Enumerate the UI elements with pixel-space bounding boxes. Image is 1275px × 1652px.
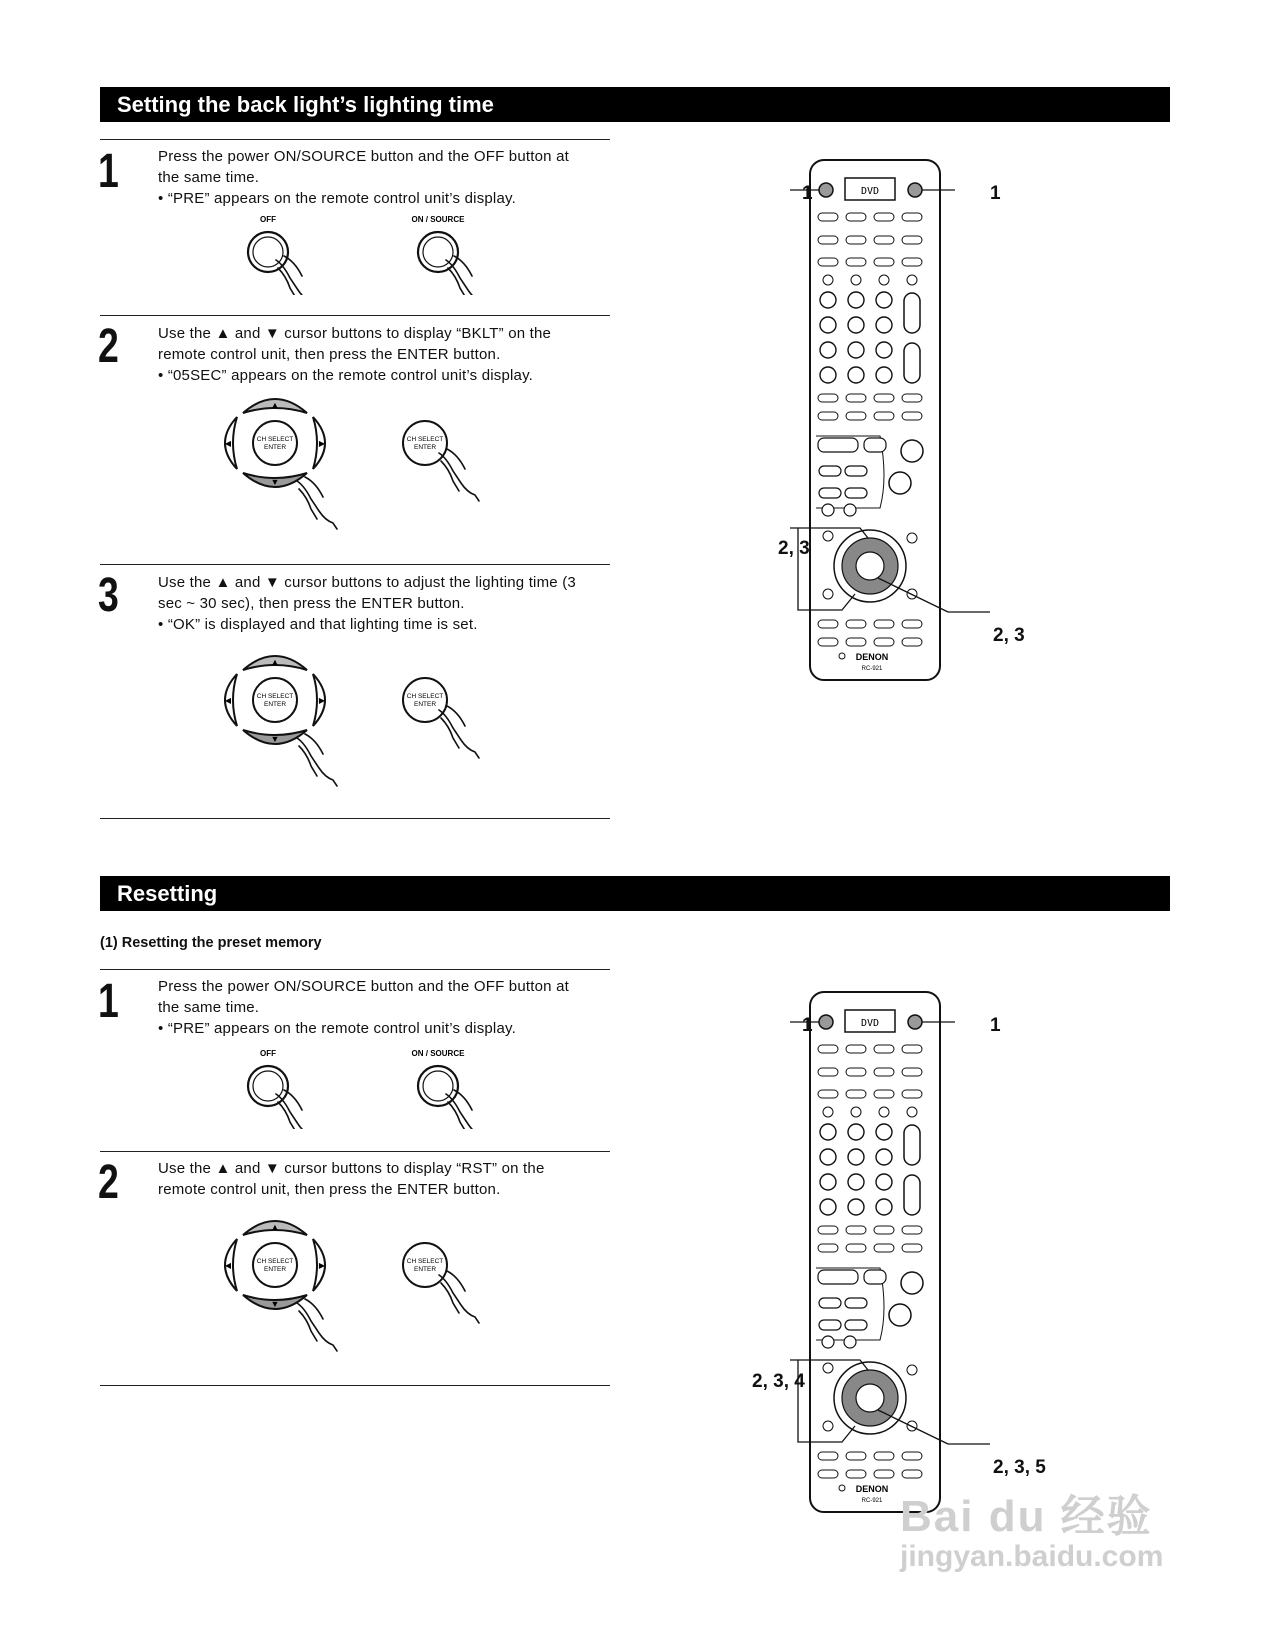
ch-select-label: CH SELECT (406, 1258, 444, 1265)
remote-volume-rocker (904, 1125, 920, 1165)
remote-round-button (879, 1107, 889, 1117)
remote-number-button (848, 292, 864, 308)
remote-small-button (818, 1470, 838, 1478)
step-line: remote control unit, then press the ENTER button. (158, 346, 501, 363)
remote-number-button (848, 1199, 864, 1215)
remote-small-button (902, 213, 922, 221)
on-source-label: ON / SOURCE (411, 1049, 465, 1058)
remote-number-button (876, 317, 892, 333)
up-arrow-icon: ▲ (270, 400, 280, 410)
section-title-backlight: Setting the back light’s lighting time (100, 87, 1170, 122)
remote-volume-rocker (904, 293, 920, 333)
down-arrow-icon: ▼ (270, 477, 280, 487)
remote-transport-button (819, 1320, 841, 1330)
hand-icon (446, 256, 486, 295)
callout-label: 2, 3 (993, 625, 1025, 646)
divider (100, 315, 610, 316)
remote-enter-button (856, 552, 884, 580)
remote-small-button (818, 1226, 838, 1234)
enter-label: ENTER (413, 701, 437, 708)
remote-round-button (823, 275, 833, 285)
remote-small-button (818, 1068, 838, 1076)
remote-small-button (902, 394, 922, 402)
remote-off-button (819, 1015, 833, 1029)
remote-small-button (846, 1068, 866, 1076)
watermark-url: jingyan.baidu.com (900, 1540, 1164, 1573)
remote-number-button (848, 342, 864, 358)
remote-round-button (851, 275, 861, 285)
remote-number-button (876, 367, 892, 383)
callout-label: 1 (802, 1015, 813, 1036)
cursor-pad-figure (215, 652, 505, 802)
remote-small-button (874, 1470, 894, 1478)
hand-icon (446, 1090, 486, 1129)
step-line: Press the power ON/SOURCE button and the OFF button at (158, 148, 569, 165)
remote-small-button (902, 412, 922, 420)
subsection-title: (1) Resetting the preset memory (100, 935, 322, 951)
remote-small-button (874, 1068, 894, 1076)
off-label: OFF (260, 215, 276, 224)
step-text (158, 323, 610, 386)
remote-brand-label: DENON (855, 1484, 889, 1494)
remote-small-button (818, 394, 838, 402)
hand-icon (276, 256, 316, 295)
step-text (158, 1158, 610, 1200)
remote-led (839, 1485, 845, 1491)
step-line: sec ~ 30 sec), then press the ENTER button. (158, 595, 465, 612)
remote-small-button (874, 1226, 894, 1234)
left-arrow-icon: ◀ (224, 696, 232, 705)
remote-transport-button (845, 488, 867, 498)
remote-small-button (818, 638, 838, 646)
remote-pause-button (822, 504, 834, 516)
step-number: 2 (98, 1156, 119, 1209)
step-line: Use the ▲ and ▼ cursor buttons to adjust the lighting time (3 (158, 574, 576, 591)
remote-small-button (874, 412, 894, 420)
section-title-resetting: Resetting (100, 876, 1170, 911)
remote-small-button (874, 638, 894, 646)
remote-transport-button (845, 1320, 867, 1330)
remote-number-button (876, 1174, 892, 1190)
remote-round-button (907, 1107, 917, 1117)
remote-on-source-button (908, 183, 922, 197)
remote-stop-button (864, 438, 886, 452)
remote-small-button (902, 1452, 922, 1460)
remote-number-button (820, 1174, 836, 1190)
step-line: the same time. (158, 169, 260, 186)
remote-small-button (818, 213, 838, 221)
enter-button (253, 678, 297, 722)
step-text (158, 976, 610, 1039)
remote-menu-button (907, 533, 917, 543)
divider (100, 818, 610, 819)
step-line: Use the ▲ and ▼ cursor buttons to display “RST” on the (158, 1160, 545, 1177)
right-arrow-icon: ▶ (318, 696, 326, 705)
remote-number-button (820, 342, 836, 358)
remote-small-button (846, 1090, 866, 1098)
step-bullet: • “PRE” appears on the remote control unit’s display. (158, 1020, 516, 1037)
remote-small-button (846, 394, 866, 402)
down-arrow-icon: ▼ (270, 734, 280, 744)
remote-small-button (874, 258, 894, 266)
remote-small-button (874, 1090, 894, 1098)
remote-small-button (846, 412, 866, 420)
callout-label: 2, 3, 4 (752, 1371, 805, 1392)
remote-small-button (846, 1470, 866, 1478)
hand-icon (439, 706, 479, 758)
hand-icon (276, 1090, 316, 1129)
remote-number-button (848, 367, 864, 383)
remote-small-button (846, 1452, 866, 1460)
remote-transport-button (819, 466, 841, 476)
step-line: the same time. (158, 999, 260, 1016)
remote-number-button (820, 1199, 836, 1215)
callout-label: 1 (990, 183, 1001, 204)
remote-on-source-button (908, 1015, 922, 1029)
enter-label: ENTER (263, 701, 287, 708)
remote-round-button (907, 275, 917, 285)
remote-led (839, 653, 845, 659)
up-arrow-icon: ▲ (270, 1222, 280, 1232)
watermark-logo: Bai du 经验 (900, 1492, 1153, 1541)
remote-round-button (851, 1107, 861, 1117)
remote-number-button (820, 1124, 836, 1140)
callout-label: 1 (802, 183, 813, 204)
step-number: 3 (98, 569, 119, 622)
remote-number-button (876, 342, 892, 358)
remote-model-label: RC-921 (861, 1498, 883, 1504)
remote-setup-button (823, 531, 833, 541)
remote-volume-down-button (889, 1304, 911, 1326)
remote-small-button (902, 620, 922, 628)
right-arrow-icon: ▶ (318, 1261, 326, 1270)
remote-small-button (874, 1452, 894, 1460)
hand-icon (297, 477, 337, 529)
hand-icon (297, 734, 337, 786)
remote-small-button (902, 236, 922, 244)
remote-small-button (846, 620, 866, 628)
remote-small-button (846, 638, 866, 646)
remote-display-text: DVD (860, 1018, 880, 1029)
remote-menu-button (907, 1365, 917, 1375)
remote-number-button (820, 1149, 836, 1165)
remote-small-button (846, 213, 866, 221)
remote-small-button (902, 1244, 922, 1252)
on-source-label: ON / SOURCE (411, 215, 465, 224)
remote-small-button (818, 1045, 838, 1053)
remote-disc-skip-button (844, 504, 856, 516)
remote-small-button (818, 620, 838, 628)
divider (100, 564, 610, 565)
remote-model-label: RC-921 (861, 666, 883, 672)
enter-button (253, 1243, 297, 1287)
remote-small-button (846, 1244, 866, 1252)
remote-round-button (879, 275, 889, 285)
divider (100, 1151, 610, 1152)
remote-play-button (818, 438, 858, 452)
remote-small-button (902, 1470, 922, 1478)
remote-small-button (818, 1244, 838, 1252)
remote-play-button (818, 1270, 858, 1284)
remote-number-button (820, 292, 836, 308)
off-label: OFF (260, 1049, 276, 1058)
power-buttons-figure (240, 1044, 510, 1129)
remote-small-button (902, 258, 922, 266)
callout-label: 2, 3, 5 (993, 1457, 1046, 1478)
remote-stop-button (864, 1270, 886, 1284)
enter-label: ENTER (263, 1266, 287, 1273)
remote-small-button (818, 1452, 838, 1460)
remote-small-button (818, 236, 838, 244)
remote-enter-button (856, 1384, 884, 1412)
remote-disc-skip-button (844, 1336, 856, 1348)
enter-button-closeup (403, 678, 447, 722)
remote-pause-button (822, 1336, 834, 1348)
remote-brand-label: DENON (855, 652, 889, 662)
ch-select-label: CH SELECT (256, 1258, 294, 1265)
power-buttons-figure (240, 210, 510, 295)
remote-number-button (876, 1149, 892, 1165)
remote-display-text: DVD (860, 186, 880, 197)
remote-number-button (876, 1124, 892, 1140)
right-arrow-icon: ▶ (318, 439, 326, 448)
left-arrow-icon: ◀ (224, 1261, 232, 1270)
remote-volume-up-button (901, 440, 923, 462)
enter-button-closeup (403, 421, 447, 465)
remote-small-button (818, 412, 838, 420)
callout-label: 2, 3 (778, 538, 810, 559)
callout-label: 1 (990, 1015, 1001, 1036)
remote-small-button (846, 1226, 866, 1234)
remote-number-button (848, 317, 864, 333)
step-bullet: • “OK” is displayed and that lighting time is set. (158, 616, 478, 633)
remote-number-button (820, 367, 836, 383)
remote-off-button (819, 183, 833, 197)
enter-button (253, 421, 297, 465)
hand-icon (439, 449, 479, 501)
remote-small-button (874, 1045, 894, 1053)
step-line: remote control unit, then press the ENTER button. (158, 1181, 501, 1198)
remote-small-button (846, 236, 866, 244)
remote-small-button (902, 1090, 922, 1098)
remote-transport-button (845, 1298, 867, 1308)
remote-small-button (902, 1068, 922, 1076)
divider (100, 969, 610, 970)
remote-number-button (876, 1199, 892, 1215)
remote-volume-down-button (889, 472, 911, 494)
remote-small-button (818, 258, 838, 266)
left-arrow-icon: ◀ (224, 439, 232, 448)
step-line: Use the ▲ and ▼ cursor buttons to display “BKLT” on the (158, 325, 552, 342)
hand-icon (297, 1299, 337, 1351)
step-text (158, 572, 610, 635)
step-number: 1 (98, 975, 119, 1028)
remote-volume-up-button (901, 1272, 923, 1294)
remote-small-button (874, 213, 894, 221)
remote-transport-button (845, 466, 867, 476)
cursor-pad-figure (215, 1217, 505, 1367)
remote-small-button (874, 1244, 894, 1252)
cursor-pad-figure (215, 395, 505, 545)
ch-select-label: CH SELECT (406, 436, 444, 443)
remote-small-button (874, 394, 894, 402)
remote-small-button (874, 620, 894, 628)
remote-small-button (902, 1226, 922, 1234)
enter-label: ENTER (413, 1266, 437, 1273)
down-arrow-icon: ▼ (270, 1299, 280, 1309)
remote-number-button (876, 292, 892, 308)
step-number: 1 (98, 145, 119, 198)
remote-number-button (848, 1149, 864, 1165)
remote-small-button (846, 1045, 866, 1053)
remote-channel-rocker (904, 1175, 920, 1215)
remote-small-button (818, 1090, 838, 1098)
step-bullet: • “PRE” appears on the remote control unit’s display. (158, 190, 516, 207)
divider (100, 1385, 610, 1386)
up-arrow-icon: ▲ (270, 657, 280, 667)
remote-round-button (823, 1107, 833, 1117)
remote-small-button (902, 638, 922, 646)
remote-channel-rocker (904, 343, 920, 383)
remote-small-button (874, 236, 894, 244)
remote-setup-button (823, 1363, 833, 1373)
step-line: Press the power ON/SOURCE button and the OFF button at (158, 978, 569, 995)
enter-label: ENTER (413, 444, 437, 451)
remote-number-button (848, 1174, 864, 1190)
step-number: 2 (98, 320, 119, 373)
ch-select-label: CH SELECT (406, 693, 444, 700)
remote-small-button (846, 258, 866, 266)
remote-display-button (823, 1421, 833, 1431)
step-text (158, 146, 610, 209)
remote-small-button (902, 1045, 922, 1053)
divider (100, 139, 610, 140)
step-bullet: • “05SEC” appears on the remote control unit’s display. (158, 367, 534, 384)
remote-number-button (848, 1124, 864, 1140)
hand-icon (439, 1271, 479, 1323)
enter-button-closeup (403, 1243, 447, 1287)
enter-label: ENTER (263, 444, 287, 451)
remote-number-button (820, 317, 836, 333)
remote-transport-button (819, 488, 841, 498)
remote-transport-button (819, 1298, 841, 1308)
ch-select-label: CH SELECT (256, 693, 294, 700)
remote-display-button (823, 589, 833, 599)
ch-select-label: CH SELECT (256, 436, 294, 443)
